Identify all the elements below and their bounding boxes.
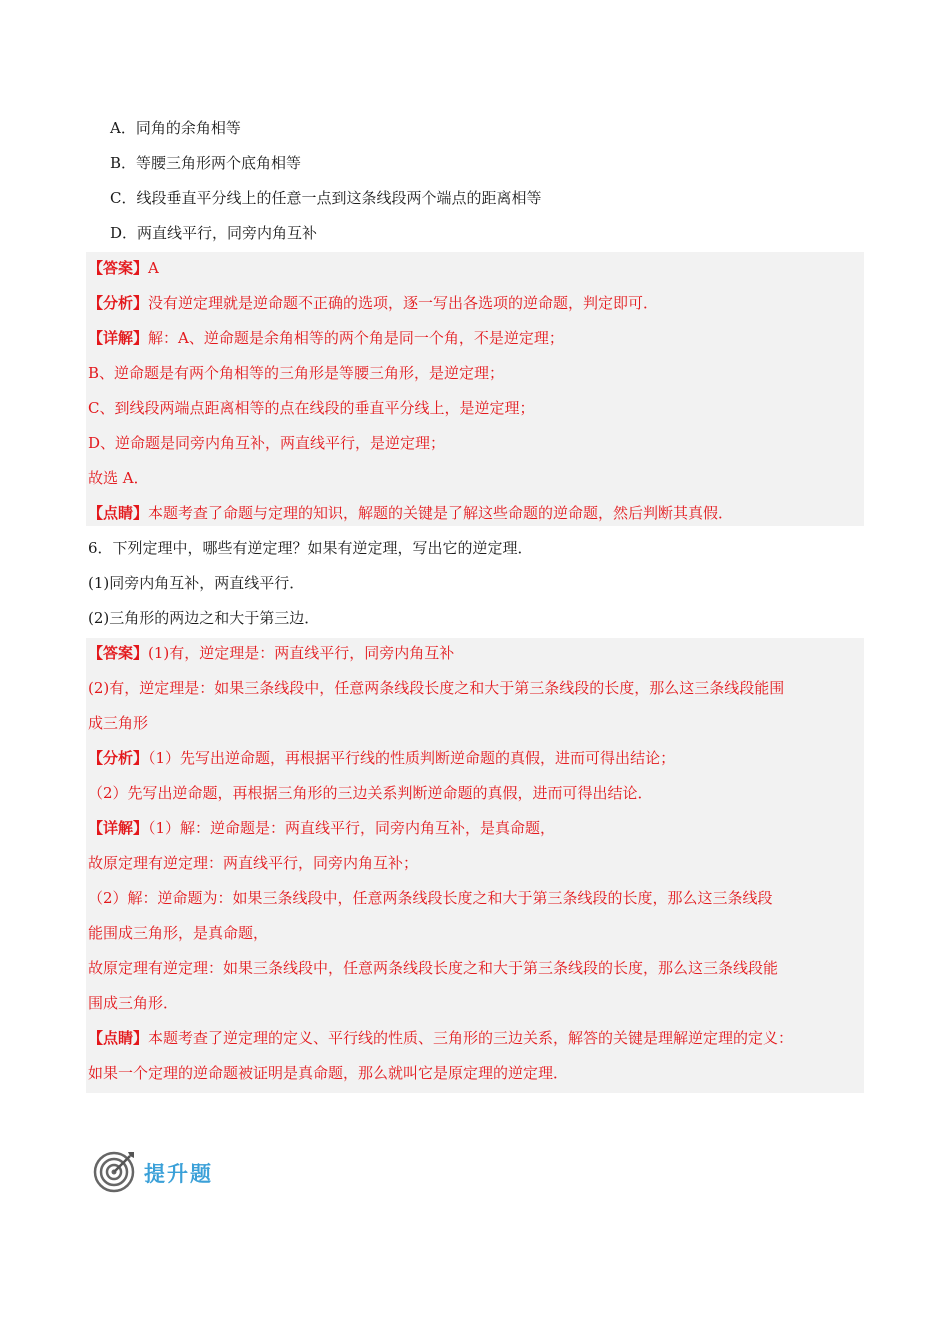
- answer-tag: 【答案】: [88, 259, 149, 277]
- q6-analysis-line: （2）先写出逆命题，再根据三角形的三边关系判断逆命题的真假，进而可得出结论．: [88, 784, 653, 802]
- section-title: 提升题: [144, 1162, 213, 1186]
- detail-text: 解：A、逆命题是余角相等的两个角是同一个角，不是逆定理；: [148, 329, 564, 347]
- q6-answer-line: 成三角形: [88, 714, 149, 732]
- analysis-text: （1）先写出逆命题，再根据平行线的性质判断逆命题的真假，进而可得出结论；: [148, 749, 676, 767]
- comment-text: 本题考查了逆定理的定义、平行线的性质、三角形的三边关系，解答的关键是理解逆定理的定义：: [148, 1029, 794, 1047]
- q6-answer-line: [88, 643, 454, 663]
- detail-tag: 【详解】: [88, 819, 149, 837]
- q6-comment-line: 如果一个定理的逆命题被证明是真命题，那么就叫它是原定理的逆定理．: [88, 1064, 569, 1082]
- q6-detail-line: 故原定理有逆定理：两直线平行，同旁内角互补；: [88, 854, 419, 872]
- option-a: A．同角的余角相等: [110, 119, 241, 137]
- comment-tag: 【点睛】: [88, 1029, 149, 1047]
- analysis-tag: 【分析】: [88, 749, 149, 767]
- analysis-tag: 【分析】: [88, 294, 149, 312]
- answer-text: (1)有，逆定理是：两直线平行，同旁内角互补: [148, 644, 455, 662]
- q6-item: (1)同旁内角互补，两直线平行．: [88, 574, 305, 592]
- q6-stem: 6．下列定理中，哪些有逆定理？如果有逆定理，写出它的逆定理．: [88, 539, 533, 557]
- section-header: [92, 1148, 213, 1198]
- option-d: D．两直线平行，同旁内角互补: [110, 224, 318, 242]
- q5-detail-line: B、逆命题是有两个角相等的三角形是等腰三角形，是逆定理；: [88, 364, 505, 382]
- detail-tag: 【详解】: [88, 329, 149, 347]
- q6-analysis-line: [88, 748, 675, 768]
- q5-detail-line: [88, 328, 564, 348]
- option-c: C．线段垂直平分线上的任意一点到这条线段两个端点的距离相等: [110, 189, 542, 207]
- q5-detail-line: 故选 A．: [88, 469, 149, 487]
- q5-answer: [88, 258, 159, 278]
- q6-item: (2)三角形的两边之和大于第三边．: [88, 609, 320, 627]
- q6-detail-line: [88, 818, 555, 838]
- q6-detail-line: （2）解：逆命题为：如果三条线段中，任意两条线段长度之和大于第三条线段的长度，那么这三条线段: [88, 889, 773, 907]
- q6-detail-line: 能围成三角形，是真命题，: [88, 924, 269, 942]
- detail-text: （1）解：逆命题是：两直线平行，同旁内角互补，是真命题，: [148, 819, 556, 837]
- target-icon: [92, 1148, 138, 1198]
- q5-analysis: [88, 293, 658, 313]
- q6-answer-line: (2)有，逆定理是：如果三条线段中，任意两条线段长度之和大于第三条线段的长度，那么这三条线段能围: [88, 679, 785, 697]
- comment-tag: 【点睛】: [88, 504, 149, 522]
- q6-detail-line: 故原定理有逆定理：如果三条线段中，任意两条线段长度之和大于第三条线段的长度，那么这三条线段能: [88, 959, 779, 977]
- analysis-text: 没有逆定理就是逆命题不正确的选项，逐一写出各选项的逆命题，判定即可．: [148, 294, 659, 312]
- option-b: B．等腰三角形两个底角相等: [110, 154, 302, 172]
- q6-detail-line: 围成三角形．: [88, 994, 179, 1012]
- answer-text: A: [148, 259, 159, 277]
- q5-comment: [88, 503, 733, 523]
- q5-detail-line: D、逆命题是同旁内角互补，两直线平行，是逆定理；: [88, 434, 446, 452]
- q5-detail-line: C、到线段两端点距离相等的点在线段的垂直平分线上，是逆定理；: [88, 399, 535, 417]
- comment-text: 本题考查了命题与定理的知识，解题的关键是了解这些命题的逆命题，然后判断其真假．: [148, 504, 734, 522]
- answer-tag: 【答案】: [88, 644, 149, 662]
- q6-comment-line: [88, 1028, 793, 1048]
